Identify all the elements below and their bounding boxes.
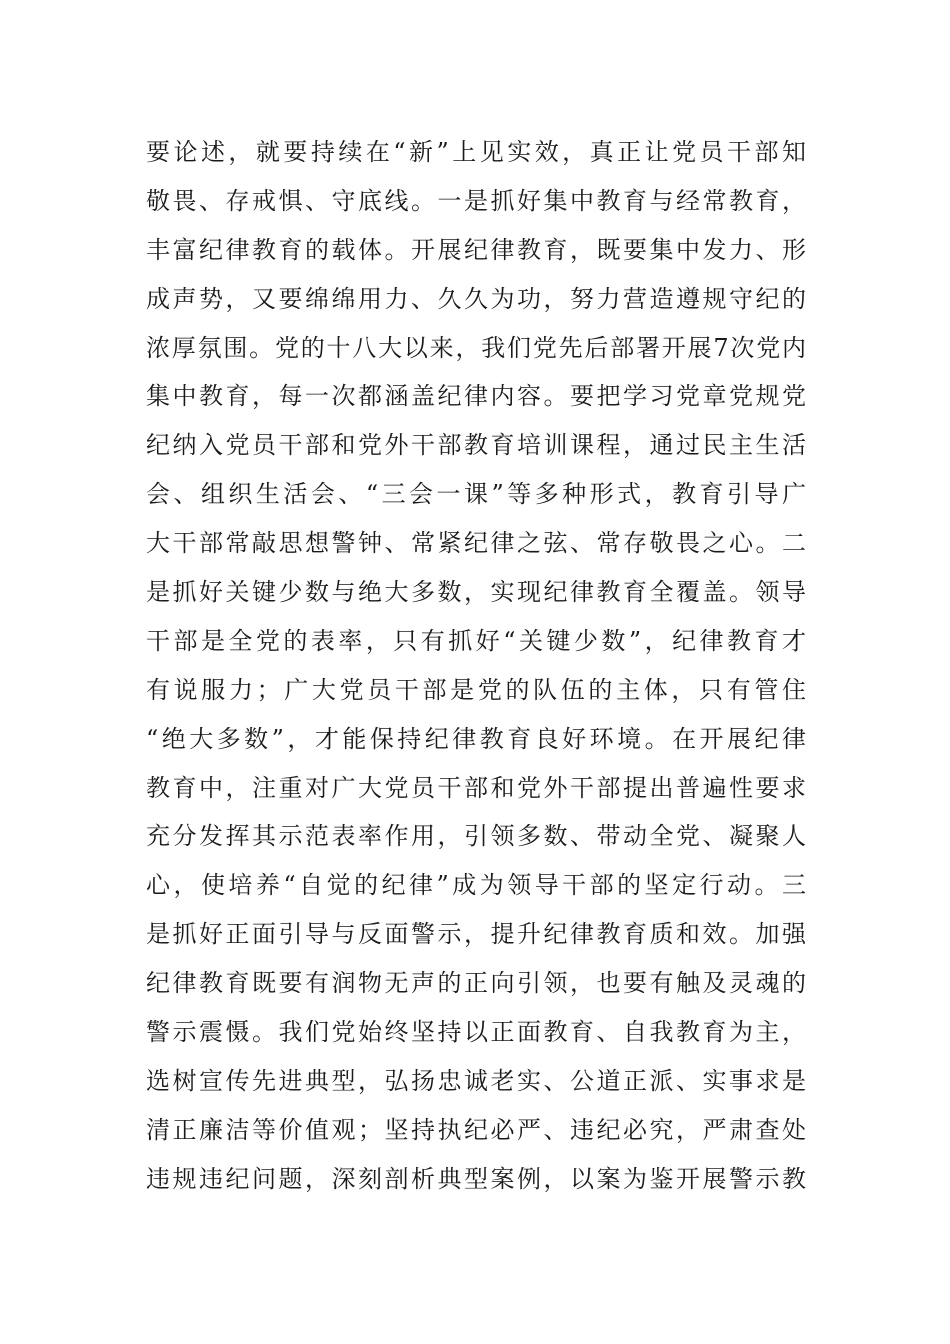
text-line: 成声势，又要绵绵用力、久久为功，努力营造遵规守纪的 bbox=[146, 284, 806, 313]
text-line: 违规违纪问题，深刻剖析典型案例，以案为鉴开展警示教 bbox=[146, 1164, 806, 1193]
text-line: 会、组织生活会、“三会一课”等多种形式，教育引导广 bbox=[146, 480, 806, 509]
text-line: 集中教育，每一次都涵盖纪律内容。要把学习党章党规党 bbox=[146, 382, 806, 411]
text-line: 要论述，就要持续在“新”上见实效，真正让党员干部知 bbox=[146, 138, 806, 166]
text-line: 是抓好关键少数与绝大多数，实现纪律教育全覆盖。领导 bbox=[146, 578, 806, 607]
text-line: 大干部常敲思想警钟、常紧纪律之弦、常存敬畏之心。二 bbox=[146, 529, 806, 558]
text-line: 敬畏、存戒惧、守底线。一是抓好集中教育与经常教育， bbox=[146, 186, 806, 215]
text-line: “绝大多数”，才能保持纪律教育良好环境。在开展纪律 bbox=[146, 724, 806, 753]
text-line: 教育中，注重对广大党员干部和党外干部提出普遍性要求 bbox=[146, 773, 806, 802]
text-line: 充分发挥其示范表率作用，引领多数、带动全党、凝聚人 bbox=[146, 822, 806, 851]
text-line: 清正廉洁等价值观；坚持执纪必严、违纪必究，严肃查处 bbox=[146, 1115, 806, 1144]
text-line: 浓厚氛围。党的十八大以来，我们党先后部署开展7次党内 bbox=[146, 333, 806, 362]
text-line: 丰富纪律教育的载体。开展纪律教育，既要集中发力、形 bbox=[146, 235, 806, 264]
text-line: 有说服力；广大党员干部是党的队伍的主体，只有管住 bbox=[146, 675, 806, 704]
body-paragraph bbox=[146, 128, 806, 1204]
text-line: 纪律教育既要有润物无声的正向引领，也要有触及灵魂的 bbox=[146, 969, 806, 998]
text-line: 心，使培养“自觉的纪律”成为领导干部的坚定行动。三 bbox=[146, 871, 806, 900]
text-line: 干部是全党的表率，只有抓好“关键少数”，纪律教育才 bbox=[146, 626, 806, 655]
text-line: 是抓好正面引导与反面警示，提升纪律教育质和效。加强 bbox=[146, 920, 806, 949]
text-line: 警示震慑。我们党始终坚持以正面教育、自我教育为主， bbox=[146, 1018, 806, 1047]
text-line: 选树宣传先进典型，弘扬忠诚老实、公道正派、实事求是 bbox=[146, 1066, 806, 1095]
text-line: 纪纳入党员干部和党外干部教育培训课程，通过民主生活 bbox=[146, 431, 806, 460]
